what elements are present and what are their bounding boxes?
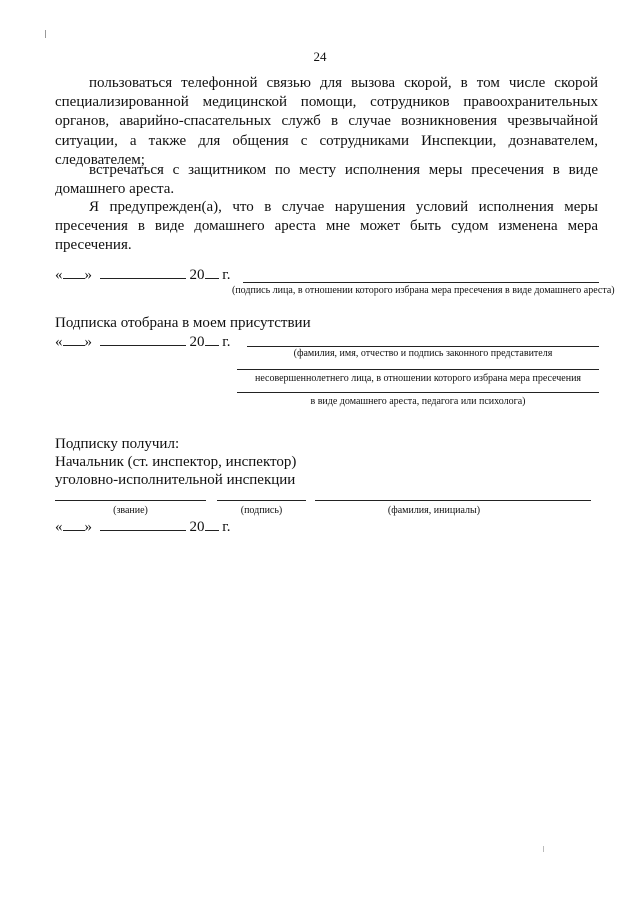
rank-caption: (звание): [113, 505, 148, 516]
year-suffix: г.: [222, 334, 231, 350]
received-heading: Подписку получил:: [55, 436, 180, 452]
signature-caption-1: (подпись лица, в отношении которого избрана мера пресечения в виде домашнего ареста): [232, 285, 615, 296]
year-blank[interactable]: [205, 266, 219, 279]
officer-signature-line[interactable]: [217, 500, 306, 501]
representative-signature-line[interactable]: [247, 346, 599, 347]
representative-line-3[interactable]: [237, 392, 599, 393]
received-role-line-1: Начальник (ст. инспектор, инспектор): [55, 454, 297, 470]
paragraph-warning: Я предупрежден(а), что в случае нарушения условий исполнения меры пресечения в виде домашнего ареста мне может быть судом изменена мера пресечения.: [55, 199, 598, 254]
month-blank[interactable]: [100, 518, 186, 531]
date-open-quote: «: [55, 334, 63, 350]
year-prefix: 20: [189, 334, 205, 350]
received-role-line-2: уголовно-исполнительной инспекции: [55, 472, 296, 488]
year-suffix: г.: [222, 519, 231, 535]
paragraph-phone-rights: пользоваться телефонной связью для вызова скорой, в том числе скорой специализированной медицинской помощи, сотрудников правоохранительных органов, аварийно-спасательных служб в случае возникновения чрезвычайной ситуации, а также для общения с сотрудниками Инспекции, дознавателем, следователем;: [55, 75, 598, 168]
officer-name-caption: (фамилия, инициалы): [387, 505, 481, 516]
month-blank[interactable]: [100, 333, 186, 346]
representative-caption-1: (фамилия, имя, отчество и подпись законного представителя: [293, 348, 553, 359]
witness-heading: Подписка отобрана в моем присутствии: [55, 315, 311, 331]
year-blank[interactable]: [205, 518, 219, 531]
date-open-quote: «: [55, 267, 63, 283]
paragraph-defender-meeting: встречаться с защитником по месту исполнения меры пресечения в виде домашнего ареста.: [55, 162, 598, 198]
date-close-quote: »: [84, 267, 92, 283]
officer-signature-caption: (подпись): [240, 505, 283, 516]
officer-name-line[interactable]: [315, 500, 591, 501]
date-line-3: [55, 518, 230, 536]
day-blank[interactable]: [63, 266, 85, 279]
year-suffix: г.: [222, 267, 231, 283]
scan-artifact: [543, 846, 544, 852]
rank-line[interactable]: [55, 500, 206, 501]
day-blank[interactable]: [63, 333, 85, 346]
year-blank[interactable]: [205, 333, 219, 346]
date-open-quote: «: [55, 519, 63, 535]
date-line-2: [55, 333, 230, 351]
page-number: 24: [313, 49, 327, 64]
representative-line-2[interactable]: [237, 369, 599, 370]
year-prefix: 20: [189, 519, 205, 535]
date-close-quote: »: [84, 519, 92, 535]
scan-artifact: [45, 30, 46, 38]
representative-caption-2: несовершеннолетнего лица, в отношении которого избрана мера пресечения: [254, 373, 582, 384]
signature-line-1[interactable]: [243, 282, 599, 283]
date-line-1: [55, 266, 230, 284]
month-blank[interactable]: [100, 266, 186, 279]
date-close-quote: »: [84, 334, 92, 350]
year-prefix: 20: [189, 267, 205, 283]
representative-caption-3: в виде домашнего ареста, педагога или психолога): [310, 396, 526, 407]
day-blank[interactable]: [63, 518, 85, 531]
